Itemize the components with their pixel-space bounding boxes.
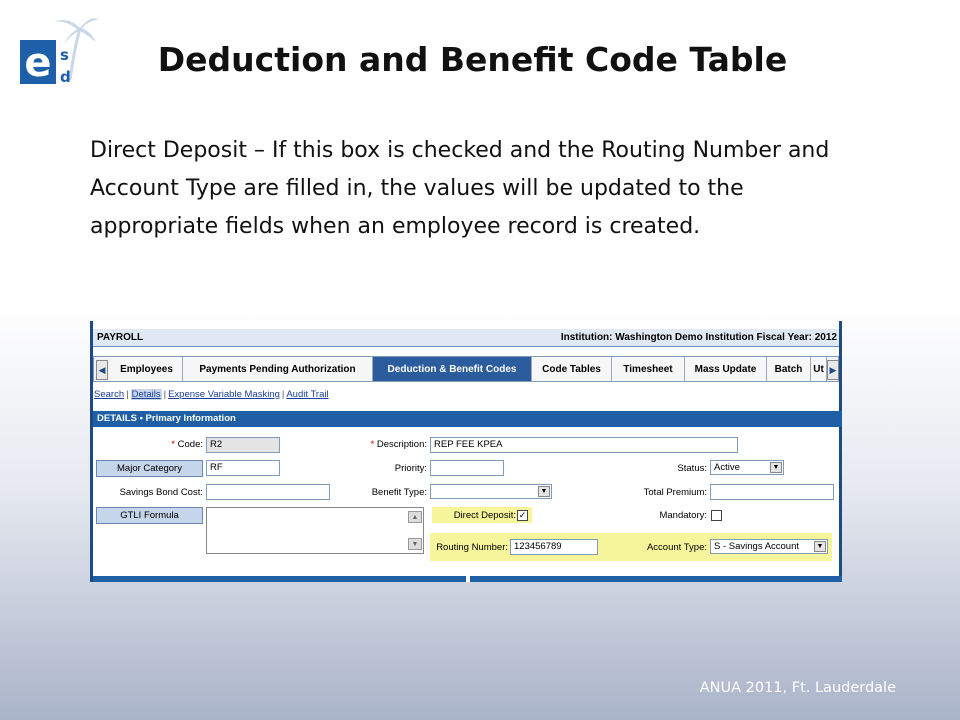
status-select[interactable] xyxy=(710,460,784,475)
gtli-formula-textarea[interactable] xyxy=(206,507,424,554)
direct-deposit-label: Direct Deposit: xyxy=(453,510,516,521)
total-premium-label: Total Premium: xyxy=(643,487,707,498)
mandatory-label: Mandatory: xyxy=(659,510,707,521)
chevron-down-icon[interactable]: ▼ xyxy=(538,486,550,497)
major-category-button[interactable]: Major Category xyxy=(96,460,203,477)
account-type-value: S - Savings Account xyxy=(714,541,800,552)
tab-utilities[interactable]: Ut xyxy=(811,357,827,381)
chevron-down-icon[interactable]: ▼ xyxy=(814,541,826,552)
code-label: * Code: xyxy=(171,439,203,450)
link-separator: | xyxy=(281,389,285,400)
main-tab-bar xyxy=(93,356,839,382)
tab-batch[interactable]: Batch xyxy=(767,357,811,381)
slide-body-text: Direct Deposit – If this box is checked and the Routing Number and Account Type are filled in, the values will be updated to the appropriate fields when an employee record is created. xyxy=(90,138,830,239)
app-top-bar xyxy=(93,329,839,347)
status-value: Active xyxy=(714,462,740,473)
mandatory-checkbox[interactable] xyxy=(711,510,722,521)
section-header: DETAILS • Primary Information xyxy=(93,411,842,427)
app-right-edge xyxy=(839,321,842,582)
tab-employees[interactable]: Employees xyxy=(111,357,183,381)
link-details[interactable]: Details xyxy=(131,389,161,400)
status-label: Status: xyxy=(677,463,707,474)
scroll-down-icon[interactable]: ▼ xyxy=(408,538,422,550)
major-category-field[interactable]: RF xyxy=(206,460,280,476)
slide-title: Deduction and Benefit Code Table xyxy=(157,40,788,79)
chevron-down-icon[interactable]: ▼ xyxy=(770,462,782,473)
description-field[interactable]: REP FEE KPEA xyxy=(430,437,738,453)
institution-info: Institution: Washington Demo Institution Fiscal Year: 2012 xyxy=(560,332,837,343)
bottom-panel-left-header xyxy=(93,576,466,582)
total-premium-field[interactable] xyxy=(710,484,834,500)
slide-footer: ANUA 2011, Ft. Lauderdale xyxy=(699,680,896,696)
link-separator: | xyxy=(126,389,129,400)
description-label: * Description: xyxy=(370,439,427,450)
savings-bond-cost-label: Savings Bond Cost: xyxy=(119,487,203,498)
svg-text:d: d xyxy=(60,68,71,84)
link-separator: | xyxy=(163,389,167,400)
routing-number-label: Routing Number: xyxy=(436,542,508,553)
bottom-panel-right-header xyxy=(470,576,842,582)
link-search[interactable]: Search xyxy=(94,389,125,400)
benefit-type-select[interactable] xyxy=(430,484,552,499)
account-type-select[interactable] xyxy=(710,539,828,554)
link-expense-variable-masking[interactable]: Expense Variable Masking xyxy=(168,389,280,400)
tab-timesheet[interactable]: Timesheet xyxy=(612,357,685,381)
svg-text:e: e xyxy=(24,40,52,84)
gtli-formula-button[interactable]: GTLI Formula xyxy=(96,507,203,524)
tab-code-tables[interactable]: Code Tables xyxy=(532,357,612,381)
svg-text:s: s xyxy=(60,46,69,64)
tab-scroll-left-icon[interactable]: ◀ xyxy=(96,360,108,380)
savings-bond-cost-field[interactable] xyxy=(206,484,330,500)
direct-deposit-checkbox[interactable]: ✓ xyxy=(518,510,527,520)
module-name: PAYROLL xyxy=(97,332,144,343)
tab-mass-update[interactable]: Mass Update xyxy=(685,357,767,381)
code-field[interactable]: R2 xyxy=(206,437,280,453)
sub-navigation xyxy=(94,389,329,400)
payroll-app-screenshot xyxy=(90,321,842,582)
tab-scroll-right-icon[interactable]: ▶ xyxy=(827,360,839,380)
priority-field[interactable] xyxy=(430,460,504,476)
priority-label: Priority: xyxy=(394,463,427,474)
tab-deduction-benefit-codes[interactable]: Deduction & Benefit Codes xyxy=(373,357,532,381)
tab-payments-pending-authorization[interactable]: Payments Pending Authorization xyxy=(183,357,373,381)
routing-number-field[interactable]: 123456789 xyxy=(510,539,598,555)
link-audit-trail[interactable]: Audit Trail xyxy=(286,389,329,400)
scroll-up-icon[interactable]: ▲ xyxy=(408,511,422,523)
account-type-label: Account Type: xyxy=(646,542,707,553)
benefit-type-label: Benefit Type: xyxy=(371,487,427,498)
